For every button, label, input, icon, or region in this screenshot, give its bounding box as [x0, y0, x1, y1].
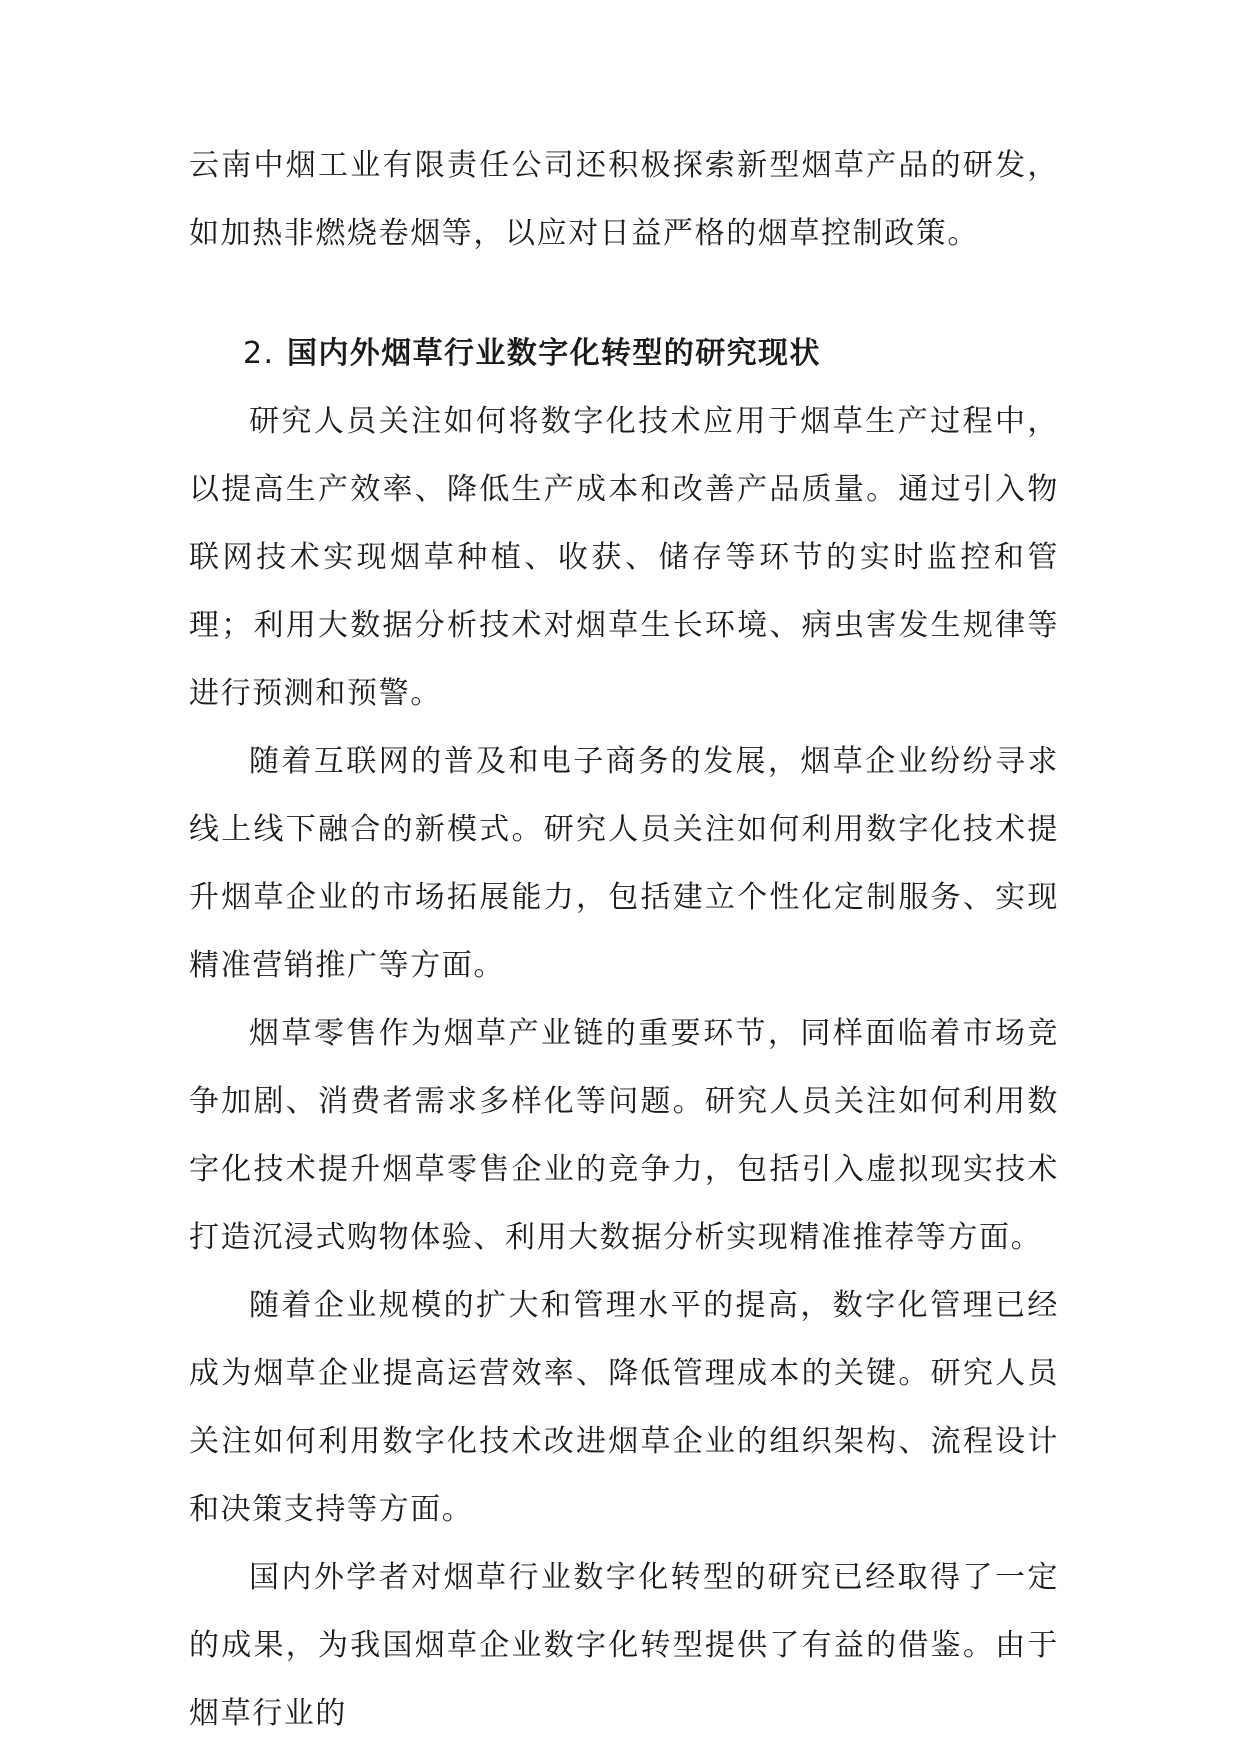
intro-paragraph: 云南中烟工业有限责任公司还积极探索新型烟草产品的研发，如加热非燃烧卷烟等，以应对日益严格的烟草控制政策。 — [189, 148, 1059, 251]
document-page — [189, 132, 1059, 1748]
section-title: 国内外烟草行业数字化转型的研究现状 — [287, 336, 821, 371]
paragraph-management: 随着企业规模的扩大和管理水平的提高，数字化管理已经成为烟草企业提高运营效率、降低管理成本的关键。研究人员关注如何利用数字化技术改进烟草企业的组织架构、流程设计和决策支持等方面。 — [189, 1288, 1059, 1527]
section-heading — [189, 320, 1059, 388]
paragraph-conclusion: 国内外学者对烟草行业数字化转型的研究已经取得了一定的成果，为我国烟草企业数字化转型提供了有益的借鉴。由于烟草行业的 — [189, 1560, 1059, 1731]
paragraph-ecommerce: 随着互联网的普及和电子商务的发展，烟草企业纷纷寻求线上线下融合的新模式。研究人员关注如何利用数字化技术提升烟草企业的市场拓展能力，包括建立个性化定制服务、实现精准营销推广等方面。 — [189, 744, 1059, 983]
paragraph-production: 研究人员关注如何将数字化技术应用于烟草生产过程中，以提高生产效率、降低生产成本和改善产品质量。通过引入物联网技术实现烟草种植、收获、储存等环节的实时监控和管理；利用大数据分析技术对烟草生长环境、病虫害发生规律等进行预测和预警。 — [189, 404, 1059, 711]
section-number: 2. — [243, 336, 275, 371]
paragraph-retail: 烟草零售作为烟草产业链的重要环节，同样面临着市场竞争加剧、消费者需求多样化等问题。研究人员关注如何利用数字化技术提升烟草零售企业的竞争力，包括引入虚拟现实技术打造沉浸式购物体验、利用大数据分析实现精准推荐等方面。 — [189, 1016, 1059, 1255]
